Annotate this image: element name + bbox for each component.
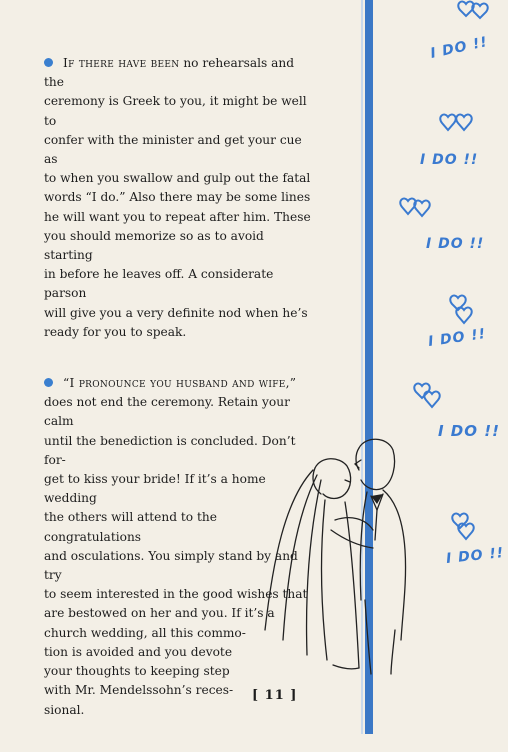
margin-i-do-text: I DO !!	[428, 34, 490, 62]
text-line: does not end the ceremony. Retain your calm	[44, 395, 290, 429]
bullet-dot-icon	[44, 378, 53, 387]
hearts-icon	[436, 110, 480, 138]
wedding-couple-illustration	[255, 430, 425, 675]
text-line: will give you a very definite nod when he’s	[44, 305, 308, 320]
margin-i-do-text: I DO !!	[427, 326, 488, 350]
text-line: with Mr. Mendelssohn’s reces-	[44, 683, 234, 698]
page-number: [ 11 ]	[252, 688, 298, 703]
text-line: to when you swallow and gulp out the fatal	[44, 171, 311, 186]
text-line: to seem interested in the good wishes that	[44, 587, 308, 602]
paragraph-lead: If there have been	[63, 56, 180, 70]
text-line: words “I do.” Also there may be some lines	[44, 190, 311, 205]
hearts-icon	[448, 510, 482, 544]
paragraph-lead: “I pronounce you husband and wife,”	[63, 376, 297, 391]
hearts-icon	[456, 0, 496, 24]
text-line: ceremony is Greek to you, it might be well to	[44, 94, 307, 128]
bullet-dot-icon	[44, 58, 53, 67]
text-line: he will want you to repeat after him. These	[44, 209, 311, 224]
margin-i-do-text: I DO !!	[426, 236, 485, 252]
paragraph-rehearsal	[44, 54, 312, 342]
margin-stripe-bottom	[365, 700, 373, 734]
margin-i-do-text: I DO !!	[420, 152, 479, 168]
text-line: no rehearsals and the	[44, 56, 295, 90]
text-line: in before he leaves off. A considerate parson	[44, 267, 274, 301]
text-line: get to kiss your bride! If it’s a home wedding	[44, 472, 266, 506]
hearts-icon	[446, 292, 480, 328]
text-line: tion is avoided and you devote	[44, 644, 233, 659]
text-line: the others will attend to the congratulations	[44, 510, 217, 544]
text-line: confer with the minister and get your cue as	[44, 132, 302, 167]
text-line: you should memorize so as to avoid starting	[44, 228, 264, 263]
text-line: your thoughts to keeping step	[44, 664, 230, 679]
text-line: until the benediction is concluded. Don’t for-	[44, 433, 296, 467]
hearts-icon	[396, 194, 440, 222]
text-line: ready for you to speak.	[44, 324, 187, 339]
text-line: church wedding, all this commo-	[44, 625, 246, 640]
text-line: are bestowed on her and you. If it’s a	[44, 606, 275, 621]
text-line: and osculations. You simply stand by and try	[44, 548, 298, 583]
margin-i-do-text: I DO !!	[445, 544, 505, 568]
margin-i-do-text: I DO !!	[438, 422, 500, 440]
text-line: sional.	[44, 702, 85, 717]
hearts-icon	[412, 380, 452, 414]
